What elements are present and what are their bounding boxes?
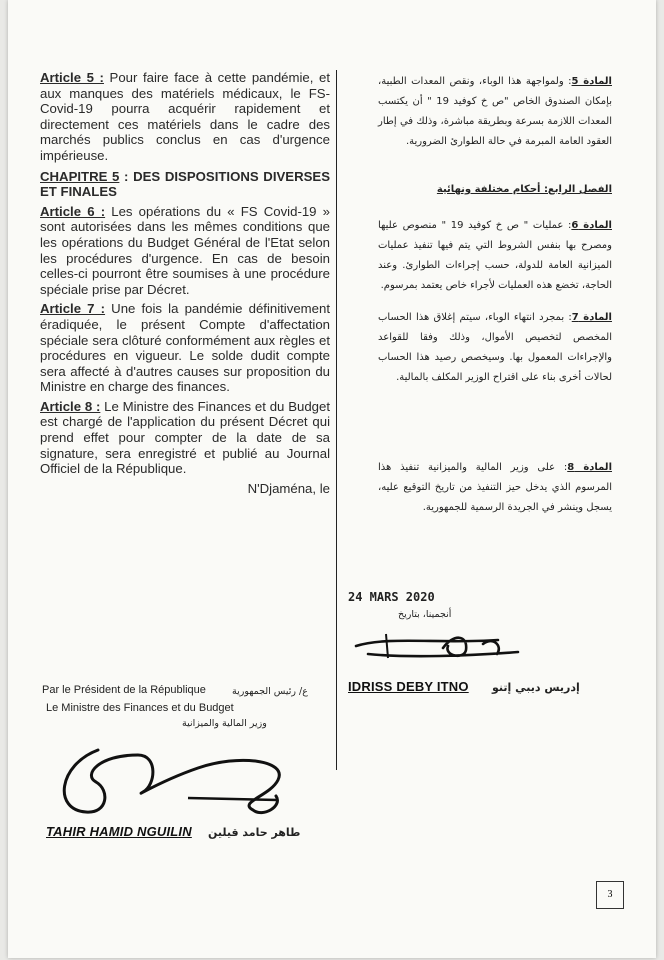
article-7-fr: Article 7 : Une fois la pandémie définitivement éradiquée, le présent Compte d'affectation spéciale sera clôturé conformément aux règles et procédures en vigueur. Le solde dudit compte sera affecté à d'autres causes sur proposition du Ministre en charge des finances.	[40, 301, 330, 395]
by-president-fr: Par le Président de la République	[42, 684, 206, 696]
president-name-fr: IDRISS DEBY ITNO	[348, 679, 469, 694]
article-8-fr: Article 8 : Le Ministre des Finances et du Budget est chargé de l'application du présent Décret qui prend effet pour compter de la date de sa signature, sera enregistré et publié au Journal Officiel de la République.	[40, 398, 330, 477]
article-8-label: Article 8 :	[40, 398, 101, 414]
arabic-column	[378, 72, 612, 518]
minister-title-ar: وزير المالية والميزانية	[182, 718, 267, 729]
chapter-heading-ar: الفصل الرابع: أحكام مختلفة ونهائية	[436, 184, 612, 195]
article-7-label: Article 7 :	[40, 301, 106, 317]
document-page	[8, 0, 656, 958]
by-president-ar: ع/ رئيس الجمهورية	[232, 686, 308, 697]
article-6-fr: Article 6 : Les opérations du « FS Covid-19 » sont autorisées dans les mêmes conditions que les opérations du Budget Général de l'Etat selon les procédures d'urgence. En cas de besoin celles-ci pourront être soumises à une procédure spéciale prise par Décret.	[40, 203, 330, 297]
page-number: 3	[596, 881, 624, 909]
article-7-ar: المادة 7: بمجرد انتهاء الوباء، سيتم إغلاق هذا الحساب المخصص لتخصيص الأموال، وذلك وفقا للقواعد والإجراءات المعمول بها. وسيخصص رصيد هذا الحساب لحالات أخرى بناء على اقتراح الوزير المكلف بالمالية.	[378, 312, 612, 383]
article-5-label: Article 5 :	[40, 70, 104, 85]
article-5-fr: Article 5 : Pour faire face à cette pandémie, et aux manques des matériels médicaux, le FS-Covid-19 pourra acquérir rapidement et directement ces matériels dans le cadre des marchés publics conclus en cas d'urgence impérieuse.	[40, 70, 330, 163]
place-fr: N'Djaména, le	[247, 480, 330, 496]
article-8-ar: المادة 8: على وزير المالية والميزانية تنفيذ هذا المرسوم الذي يدخل حيز التنفيذ من تاريخ التوقيع عليه، يسجل وينشر في الجريدة الرسمية للجمهورية.	[378, 462, 612, 513]
minister-name-ar: طاهر حامد قيلين	[208, 826, 301, 839]
president-name-ar: إدريس ديبي إتنو	[492, 681, 580, 694]
president-signature	[348, 626, 528, 666]
french-column	[40, 70, 330, 496]
date-stamp: 24 MARS 2020	[348, 590, 435, 604]
column-divider	[336, 70, 337, 770]
minister-title-fr: Le Ministre des Finances et du Budget	[46, 702, 234, 714]
place-ar: أنجمينا، بتاريخ	[398, 609, 452, 620]
chapter-5-heading: CHAPITRE 5 : DES DISPOSITIONS DIVERSES ET FINALES	[40, 168, 331, 200]
minister-name-fr: TAHIR HAMID NGUILIN	[46, 824, 192, 839]
article-6-ar: المادة 6: عمليات " ص خ كوفيد 19 " منصوص عليها ومصرح بها بنفس الشروط التي يتم فيها تنفيذ عمليات الميزانية العامة للدولة، حسب إجراءات الطوارئ. وعند الحاجة، تخضع هذه العمليات لأجراء خاص يعتمد بمرسوم.	[378, 220, 612, 291]
article-6-label: Article 6 :	[40, 203, 106, 219]
article-5-ar: المادة 5: ولمواجهة هذا الوباء، ونقص المعدات الطبية، بإمكان الصندوق الخاص "ص خ كوفيد 19 " أن يكتسب المعدات اللازمة بسرعة وبطريقة مباشرة، وذلك في إطار العقود العامة المبرمة في حالة الطوارئ الضرورية.	[378, 76, 612, 147]
minister-signature	[38, 730, 318, 830]
